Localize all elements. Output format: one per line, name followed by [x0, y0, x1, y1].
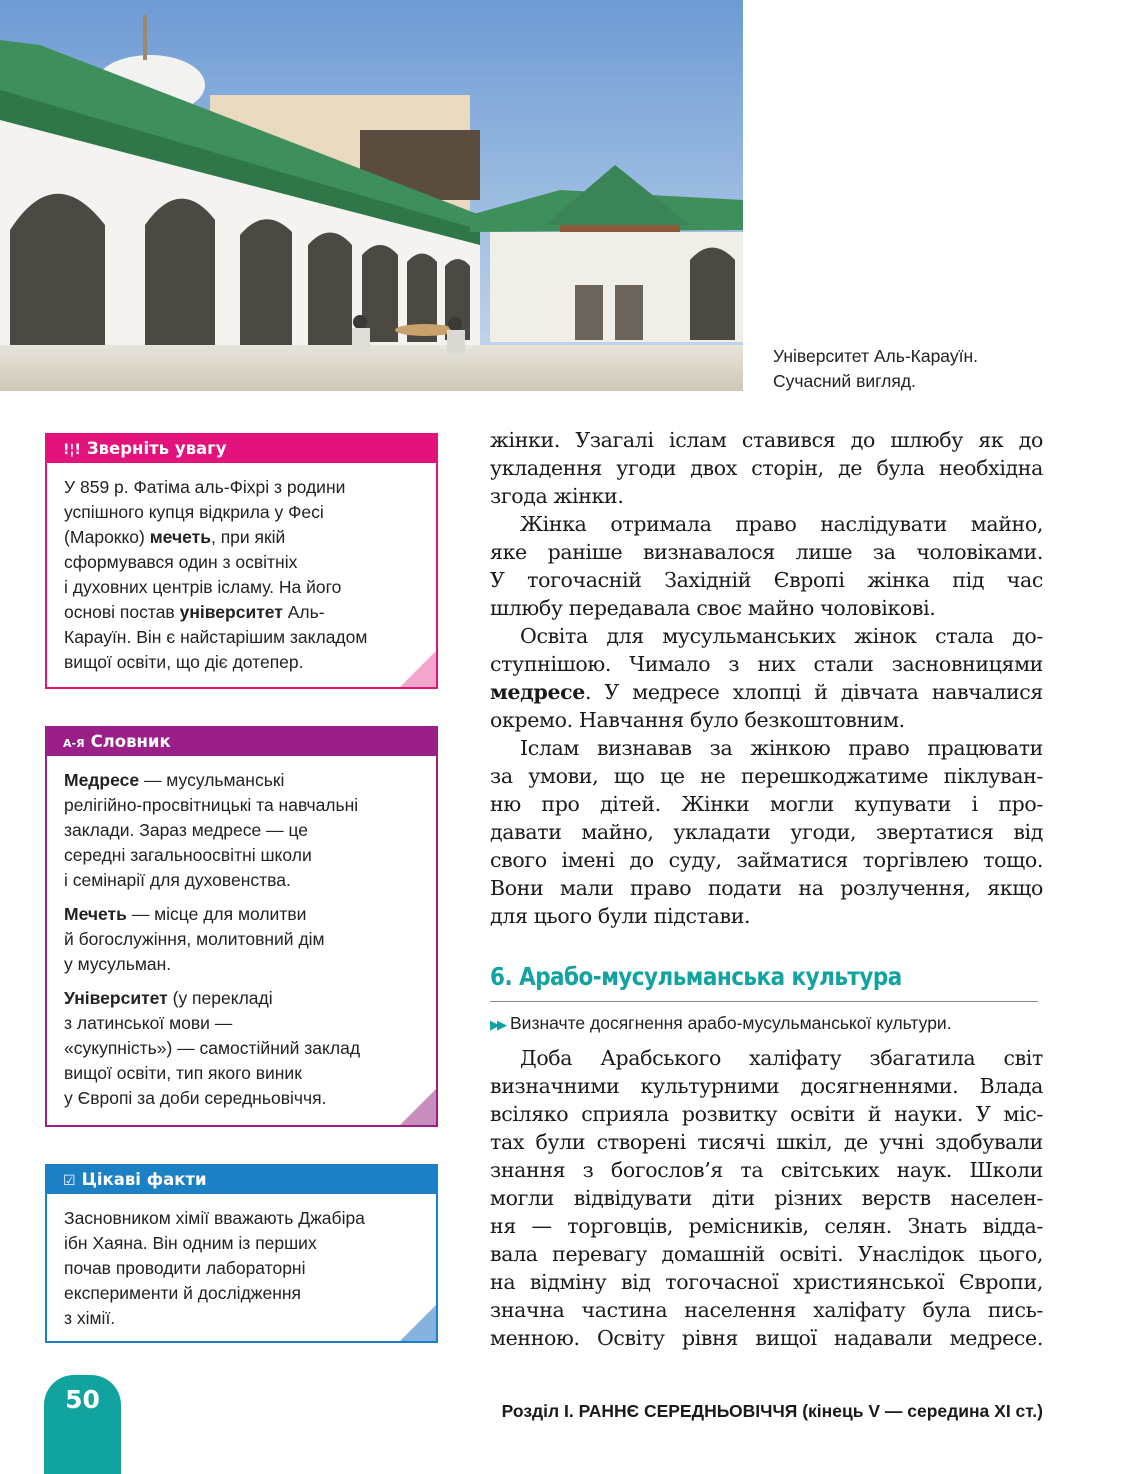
running-footer: Розділ І. РАННЄ СЕРЕДНЬОВІЧЧЯ (кінець V — середина ХІ ст.): [501, 1401, 1043, 1421]
text-line: [490, 790, 1043, 818]
text-run: свого імені до суду, займатися торгівлею тощо.: [490, 848, 1043, 872]
bold-term: Медресе: [64, 770, 140, 790]
text-run: ня — торговців, ремісників, селян. Знать відда-: [490, 1214, 1043, 1238]
text-line: [490, 1128, 1043, 1156]
text-line: [490, 874, 1043, 902]
attention-line: [64, 600, 420, 625]
text-run: на відміну від тогочасної християнської Європи,: [490, 1270, 1043, 1294]
text-line: [490, 1268, 1043, 1296]
text-run: Іслам визнавав за жінкою право працювати: [520, 736, 1043, 760]
text-line: [490, 622, 1043, 650]
glossary-line: [64, 1036, 420, 1061]
text-line: [490, 902, 1043, 930]
attention-line: [64, 575, 420, 600]
text-run: вищої освіти, що діє дотепер.: [64, 652, 304, 672]
attention-line: [64, 475, 420, 500]
attention-line: [64, 500, 420, 525]
text-run: заклади. Зараз медресе — це: [64, 820, 309, 840]
text-line: [490, 706, 1043, 734]
text-line: [490, 1156, 1043, 1184]
text-run: — місце для молитви: [126, 904, 307, 924]
text-run: тах були створені тисячі шкіл, де учні здобували: [490, 1130, 1043, 1154]
glossary-line: [64, 952, 420, 977]
text-run: Жінка отримала право наслідувати майно,: [520, 512, 1043, 536]
text-run: (Марокко): [64, 527, 150, 547]
text-run: Освіта для мусульманських жінок стала до-: [520, 624, 1043, 648]
text-run: «сукупність») — самостійний заклад: [64, 1038, 361, 1058]
text-line: [490, 510, 1043, 538]
facts-line: [64, 1206, 420, 1231]
facts-line: [64, 1231, 420, 1256]
text-line: [490, 762, 1043, 790]
text-run: — мусульманські: [139, 770, 285, 790]
text-run: (у перекладі: [167, 988, 273, 1008]
text-run: знання з богослов’я та світських наук. Школи: [490, 1158, 1043, 1182]
text-run: яке раніше визнавалося лише за чоловіками.: [490, 540, 1043, 564]
attention-header: [47, 435, 436, 463]
text-line: [490, 1240, 1043, 1268]
text-line: [490, 538, 1043, 566]
task-line: [490, 1011, 952, 1037]
bold-term: мечеть: [149, 527, 211, 547]
attention-box: [45, 433, 438, 689]
glossary-line: [64, 793, 420, 818]
text-run: менною. Освіту рівня вищої надавали медресе.: [490, 1326, 1043, 1350]
text-run: згода жінки.: [490, 484, 624, 508]
task-text: Визначте досягнення арабо-мусульманської культури.: [510, 1013, 952, 1033]
text-run: жінки. Узагалі іслам ставився до шлюбу як до: [490, 428, 1043, 452]
text-run: визначними культурними досягненнями. Влада: [490, 1074, 1043, 1098]
text-run: . У медресе хлопці й дівчата навчалися: [584, 680, 1043, 704]
text-run: релігійно-просвітницькі та навчальні: [64, 795, 359, 815]
glossary-entry: [64, 986, 420, 1111]
dictionary-icon: А-Я: [63, 737, 85, 750]
text-line: [490, 1212, 1043, 1240]
facts-box: [45, 1164, 438, 1343]
text-run: Аль-: [282, 602, 325, 622]
attention-line: [64, 525, 420, 550]
glossary-line: [64, 818, 420, 843]
text-run: вала перевагу домашній освіті. Унаслідок цього,: [490, 1242, 1043, 1266]
text-run: з латинської мови —: [64, 1013, 233, 1033]
text-line: [490, 482, 1043, 510]
bold-term: Університет: [64, 988, 168, 1008]
glossary-line: [64, 927, 420, 952]
text-run: значна частина населення халіфату була пись-: [490, 1298, 1043, 1322]
text-run: Вони мали право подати на розлучення, якщо: [490, 876, 1043, 900]
attention-line: [64, 550, 420, 575]
glossary-line: [64, 843, 420, 868]
facts-line: [64, 1256, 420, 1281]
text-run: і духовних центрів ісламу. На його: [64, 577, 342, 597]
glossary-line: [64, 768, 420, 793]
text-run: з хімії.: [64, 1308, 116, 1328]
text-run: у мусульман.: [64, 954, 172, 974]
glossary-box: [45, 726, 438, 1127]
text-run: для цього були підстави.: [490, 904, 751, 928]
checkbox-icon: ☑: [63, 1173, 76, 1189]
text-line: [490, 454, 1043, 482]
bold-term: університет: [179, 602, 283, 622]
page-number-tab: [44, 1375, 121, 1474]
facts-title: Цікаві факти: [81, 1170, 207, 1189]
caption-line: Університет Аль-Карауїн.: [773, 346, 978, 366]
exclamation-icon: !¦!: [63, 442, 81, 458]
text-run: шлюбу передавала своє майно чоловікові.: [490, 596, 936, 620]
text-run: могли відвідувати діти різних верств населен-: [490, 1186, 1043, 1210]
bold-term: медресе: [490, 680, 585, 704]
text-run: успішного купця відкрила у Фесі: [64, 502, 324, 522]
glossary-entry: [64, 902, 420, 977]
glossary-header: [47, 728, 436, 756]
glossary-line: [64, 1086, 420, 1111]
text-run: ступнішою. Чимало з них стали засновницями: [490, 652, 1043, 676]
glossary-line: [64, 868, 420, 893]
text-line: [490, 1324, 1043, 1352]
corner-triangle: [400, 1305, 436, 1341]
text-run: ібн Хаяна. Він одним із перших: [64, 1233, 317, 1253]
attention-text: [47, 463, 436, 675]
text-run: Доба Арабського халіфату збагатила світ: [520, 1046, 1043, 1070]
text-run: окремо. Навчання було безкоштовним.: [490, 708, 905, 732]
facts-line: [64, 1281, 420, 1306]
corner-triangle: [400, 1089, 436, 1125]
text-line: [490, 1072, 1043, 1100]
photo-caption: [773, 344, 1113, 394]
text-line: [490, 1296, 1043, 1324]
text-run: Карауїн. Він є найстарішим закладом: [64, 627, 368, 647]
glossary-line: [64, 902, 420, 927]
text-line: [490, 650, 1043, 678]
text-run: за умови, що це не перешкоджатиме піклуван-: [490, 764, 1043, 788]
text-run: У тогочасній Західній Європі жінка під час: [490, 568, 1043, 592]
attention-title: Зверніть увагу: [86, 439, 227, 458]
main-text-upper: [490, 426, 1043, 930]
facts-header: [47, 1166, 436, 1194]
text-line: [490, 818, 1043, 846]
text-run: середні загальноосвітні школи: [64, 845, 312, 865]
text-run: експерименти й дослідження: [64, 1283, 302, 1303]
text-run: і семінарії для духовенства.: [64, 870, 291, 890]
corner-triangle: [400, 651, 436, 687]
bold-term: Мечеть: [64, 904, 127, 924]
main-text-lower: [490, 1044, 1043, 1352]
text-line: [490, 426, 1043, 454]
glossary-line: [64, 1011, 420, 1036]
text-run: давати майно, укладати угоди, звертатися від: [490, 820, 1043, 844]
text-run: основі постав: [64, 602, 180, 622]
glossary-entry: [64, 768, 420, 893]
text-line: [490, 846, 1043, 874]
attention-line: [64, 650, 420, 675]
text-run: у Європі за доби середньовіччя.: [64, 1088, 327, 1108]
text-line: [490, 1184, 1043, 1212]
text-run: вищої освіти, тип якого виник: [64, 1063, 302, 1083]
text-run: Засновником хімії вважають Джабіра: [64, 1208, 365, 1228]
text-run: всіляко сприяла розвитку освіти й науки. У міс-: [490, 1102, 1043, 1126]
text-run: , при якій: [210, 527, 286, 547]
glossary-line: [64, 1061, 420, 1086]
text-run: сформувався один з освітніх: [64, 552, 298, 572]
text-line: [490, 678, 1043, 706]
double-arrow-icon: ▶▶: [490, 1017, 504, 1032]
text-run: ню про дітей. Жінки могли купувати і про-: [490, 792, 1043, 816]
text-line: [490, 1100, 1043, 1128]
facts-text: [47, 1194, 436, 1331]
attention-line: [64, 625, 420, 650]
glossary-title: Словник: [90, 732, 171, 751]
text-line: [490, 594, 1043, 622]
text-line: [490, 566, 1043, 594]
page-number: 50: [65, 1385, 100, 1414]
text-run: У 859 р. Фатіма аль-Фіхрі з родини: [64, 477, 346, 497]
section-heading: 6. Арабо-мусульманська культура: [490, 962, 902, 991]
text-run: почав проводити лабораторні: [64, 1258, 306, 1278]
text-line: [490, 734, 1043, 762]
mosque-photo: [0, 0, 743, 391]
caption-line: Сучасний вигляд.: [773, 371, 916, 391]
facts-line: [64, 1306, 420, 1331]
text-line: [490, 1044, 1043, 1072]
glossary-line: [64, 986, 420, 1011]
text-run: укладення угоди двох сторін, де була необхідна: [490, 456, 1043, 480]
text-run: й богослужіння, молитовний дім: [64, 929, 325, 949]
glossary-entries: [47, 756, 436, 1111]
heading-divider: [490, 1001, 1038, 1002]
